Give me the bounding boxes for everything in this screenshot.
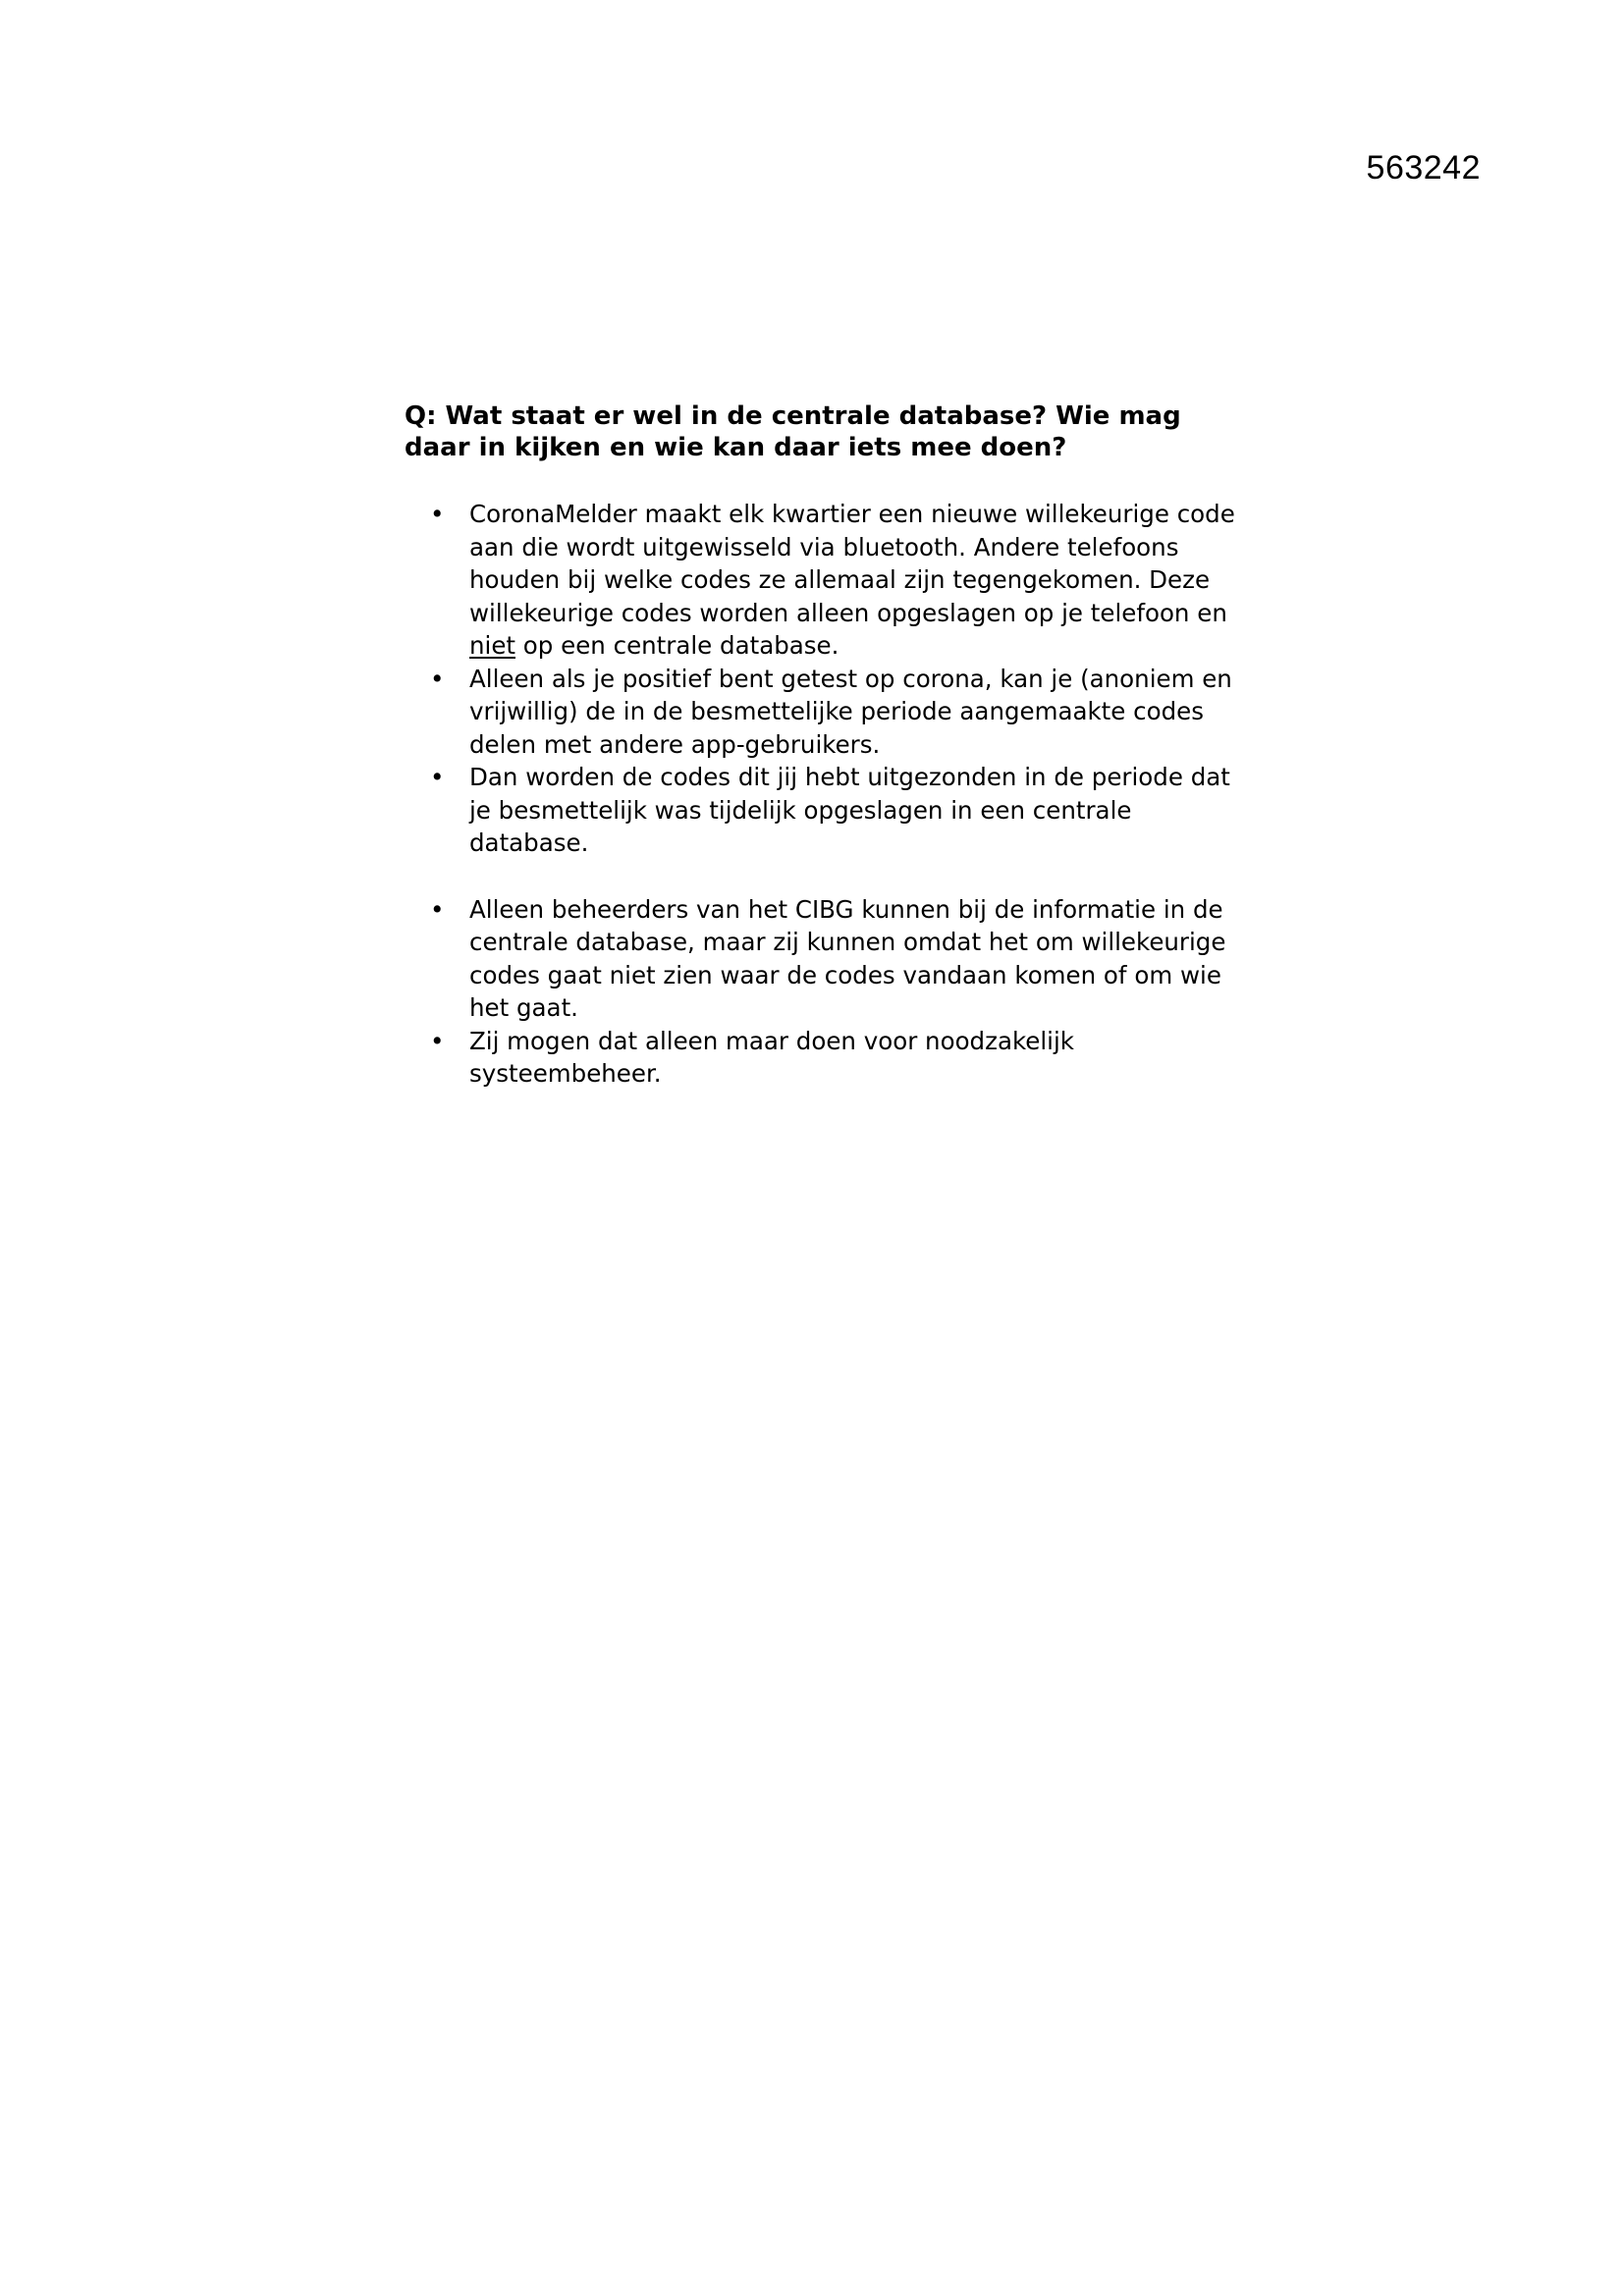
list-item-text: CoronaMelder maakt elk kwartier een nieuwe willekeurige code aan die wordt uitgewisseld via bluetooth. Andere telefoons houden bij welke codes ze allemaal zijn tegengekomen. Deze willekeurige codes worden alleen opgeslagen op je telefoon en [469, 500, 1235, 627]
underlined-word: niet [469, 631, 516, 660]
list-item-text: Zij mogen dat alleen maar doen voor noodzakelijk systeembeheer. [469, 1026, 1074, 1088]
bullet-marker: • [430, 894, 445, 924]
bullet-list [405, 498, 1249, 860]
bullet-marker: • [430, 1026, 445, 1055]
list-item [405, 663, 1249, 762]
bullet-list [405, 893, 1249, 1091]
list-item-text: Alleen beheerders van het CIBG kunnen bij de informatie in de centrale database, maar zij kunnen omdat het om willekeurige codes gaat niet zien waar de codes vandaan komen of om wie het gaat. [469, 894, 1226, 1022]
bullet-marker: • [430, 763, 445, 791]
document-body [405, 400, 1249, 1091]
document-number: 563242 [1366, 149, 1481, 187]
list-item [405, 761, 1249, 860]
list-item [405, 498, 1249, 663]
list-item-text: Alleen als je positief bent getest op corona, kan je (anoniem en vrijwillig) de in de besmettelijke periode aangemaakte codes delen met andere app-gebruikers. [469, 664, 1232, 759]
list-item-text: Dan worden de codes dit jij hebt uitgezonden in de periode dat je besmettelijk was tijdelijk opgeslagen in een centrale database. [469, 763, 1230, 857]
list-item [405, 893, 1249, 1025]
question-heading: Q: Wat staat er wel in de centrale database? Wie mag daar in kijken en wie kan daar iets mee doen? [405, 401, 1181, 462]
bullet-marker: • [430, 664, 445, 693]
list-item [405, 1025, 1249, 1091]
bullet-marker: • [430, 500, 445, 528]
list-item-text: op een centrale database. [515, 631, 839, 660]
